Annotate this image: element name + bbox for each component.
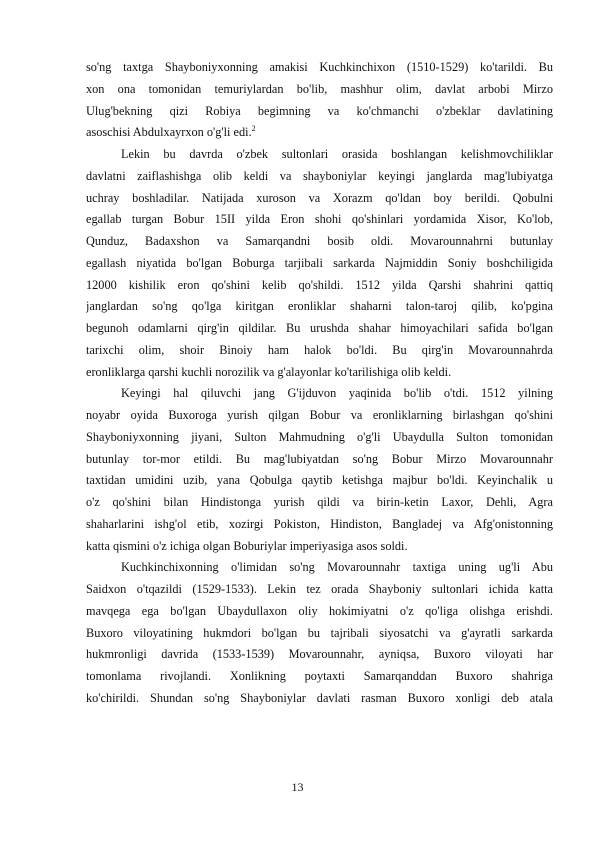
text-line: mavqega ega bo'lgan Ubaydullaxon oliy hokimiyatni o'z qo'liga olishga erishdi.	[86, 603, 553, 618]
text-line: shaharlarini ishg'ol etib, xozirgi Pokiston, Hindiston, Bangladej va Afg'onistonning	[86, 516, 553, 531]
text-line: Kuchkinchixonning o'limidan so'ng Movarounnahr taxtiga uning ug'li Abu	[121, 560, 553, 575]
footnote-marker[interactable]: 2	[251, 124, 256, 134]
text-line: asoschisi Abdulxayrxon o'g'li edi.$^2$	[86, 124, 256, 140]
text-line: tarixchi olim, shoir Binoiy ham halok bo'ldi. Bu qirg'in Movarounnahrda	[86, 342, 553, 357]
text-line: egallash niyatida bo'lgan Boburga tarjibali sarkarda Najmiddin Soniy boshchiligida	[86, 255, 553, 270]
text-line: Keyingi hal qiluvchi jang G'ijduvon yaqinida bo'lib o'tdi. 1512 yilning	[121, 386, 553, 401]
body-text	[86, 57, 553, 710]
text-line: o'z qo'shini bilan Hindistonga yurish qildi va birin-ketin Laxor, Dehli, Agra	[86, 495, 553, 509]
text-line: noyabr oyida Buxoroga yurish qilgan Bobur va eronliklarning birlashgan qo'shini	[86, 408, 553, 422]
text-line: butunlay tor-mor etildi. Bu mag'lubiyatdan so'ng Bobur Mirzo Movarounnahr	[86, 451, 553, 466]
text-line: so'ng taxtga Shayboniyxonning amakisi Kuchkinchixon (1510-1529) ko'tarildi. Bu	[86, 60, 553, 74]
text-line: Ulug'bekning qizi Robiya begimning va ko'chmanchi o'zbeklar davlatining	[86, 103, 553, 118]
text-line: taxtidan umidini uzib, yana Qobulga qaytib ketishga majbur bo'ldi. Keyinchalik u	[86, 473, 553, 488]
text-line: janglardan so'ng qo'lga kiritgan eronliklar shaharni talon-taroj qilib, ko'pgina	[86, 299, 553, 314]
text-line: ko'chirildi. Shundan so'ng Shayboniylar davlati rasman Buxoro xonligi deb atala	[86, 690, 553, 705]
text-line: xon ona tomonidan temuriylardan bo'lib, mashhur olim, davlat arbobi Mirzo	[86, 81, 553, 96]
text-line: uchray boshladilar. Natijada xuroson va Xorazm qo'ldan boy berildi. Qobulni	[86, 190, 553, 205]
text-line: Shayboniyxonning jiyani, Sulton Mahmudning o'g'li Ubaydulla Sulton tomonidan	[86, 429, 553, 444]
page-number: 13	[291, 780, 304, 794]
text-line: begunoh odamlarni qirg'in qildilar. Bu urushda shahar himoyachilari safida bo'lgan	[86, 321, 553, 335]
text-line: egallab turgan Bobur 15II yilda Eron shohi qo'shinlari yordamida Xisor, Ko'lob,	[86, 212, 553, 227]
text-line: Saidxon o'tqazildi (1529-1533). Lekin tez orada Shayboniy sultonlari ichida katta	[86, 582, 553, 596]
text-line: katta qismini o'z ichiga olgan Boburiylar imperiyasiga asos soldi.	[86, 538, 408, 553]
text-line: Qunduz, Badaxshon va Samarqandni bosib oldi. Movarounnahrni butunlay	[86, 234, 553, 248]
text-line: Lekin bu davrda o'zbek sultonlari orasida boshlangan kelishmovchiliklar	[121, 147, 553, 161]
text-line: 12000 kishilik eron qo'shini kelib qo'shildi. 1512 yilda Qarshi shahrini qattiq	[86, 277, 553, 292]
text-line: davlatni zaiflashishga olib keldi va shayboniylar keyingi janglarda mag'lubiyatga	[86, 168, 553, 183]
text-line: Buxoro viloyatining hukmdori bo'lgan bu tajribali siyosatchi va g'ayratli sarkarda	[86, 625, 553, 640]
text-line: eronliklarga qarshi kuchli norozilik va g'alayonlar ko'tarilishiga olib keldi.	[86, 364, 452, 379]
text-line: hukmronligi davrida (1533-1539) Movarounnahr, ayniqsa, Buxoro viloyati har	[86, 647, 553, 662]
text-line: tomonlama rivojlandi. Xonlikning poytaxti Samarqanddan Buxoro shahriga	[86, 669, 553, 683]
